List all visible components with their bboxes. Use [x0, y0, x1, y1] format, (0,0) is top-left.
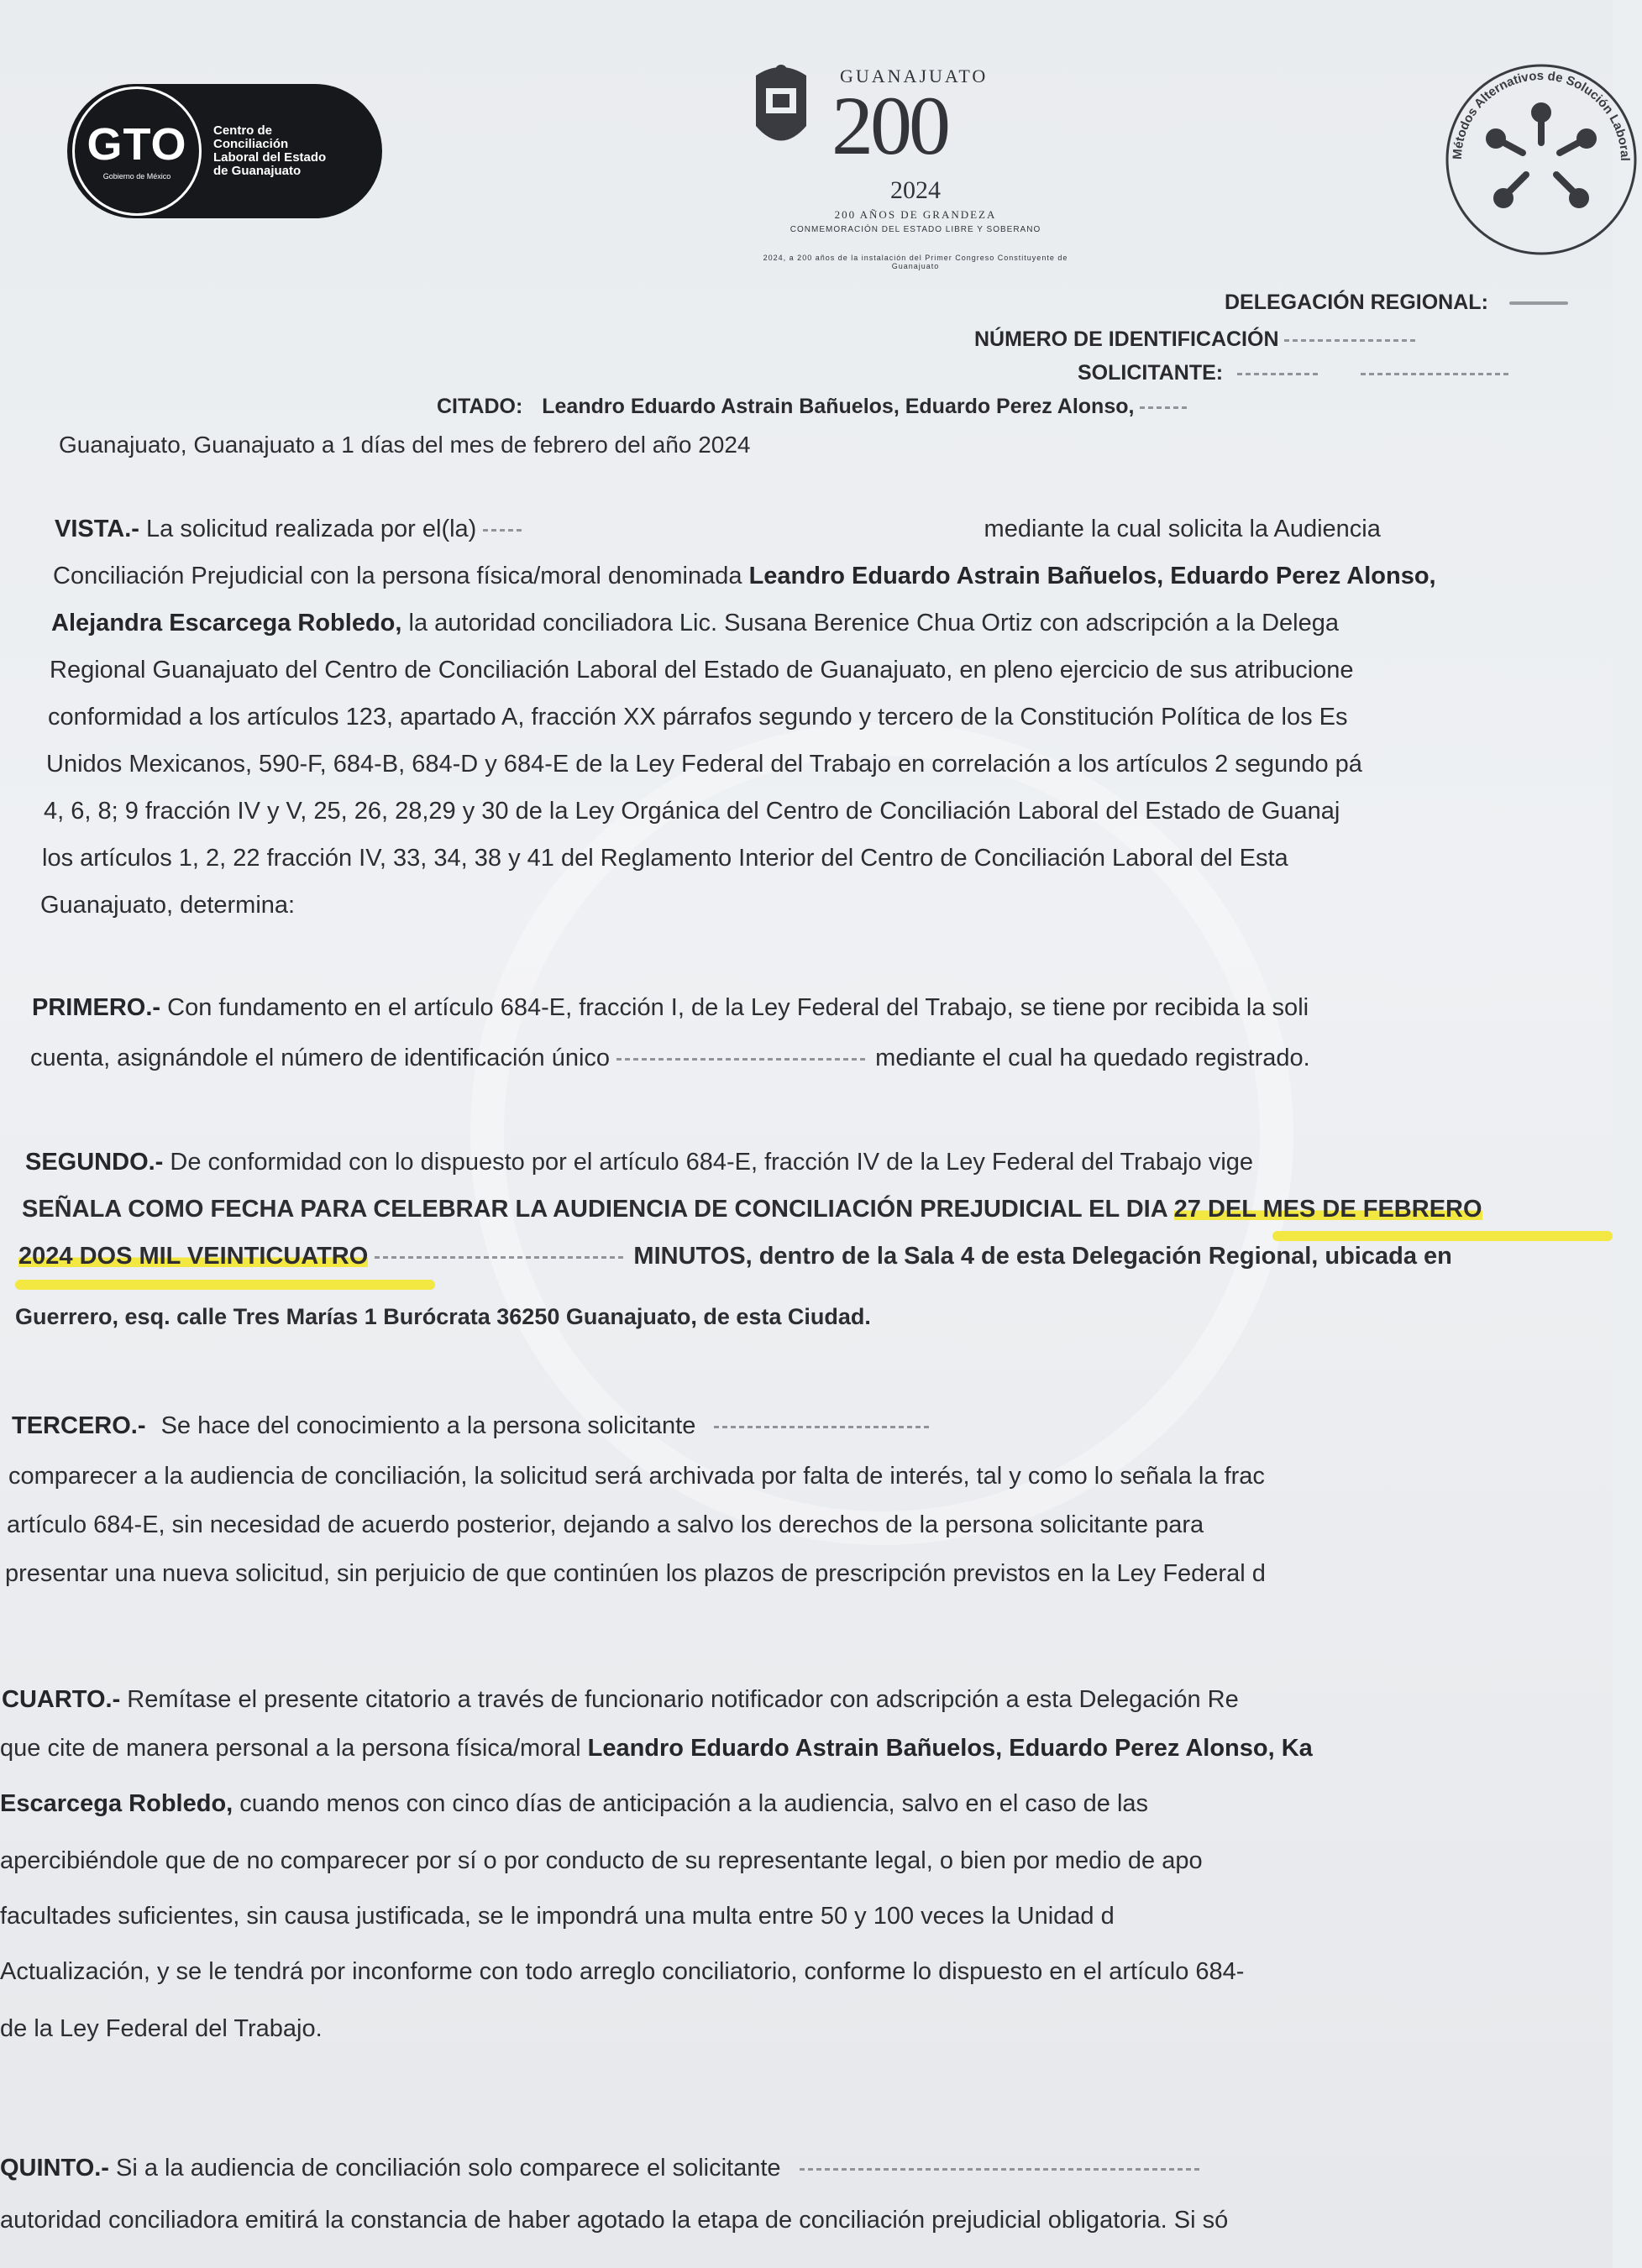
guanajuato-200-seal	[739, 59, 1092, 277]
redacted-solicitante	[800, 2168, 1203, 2171]
segundo-line-2	[22, 1186, 1482, 1233]
highlight-mark	[15, 1280, 435, 1290]
redacted-solicitante	[483, 529, 525, 532]
cuarto-line-7: de la Ley Federal del Trabajo.	[0, 2015, 323, 2042]
document-date: Guanajuato, Guanajuato a 1 días del mes de febrero del año 2024	[59, 432, 751, 458]
cuarto-text: cuando menos con cinco días de anticipación a la audiencia, salvo en el caso de las	[239, 1790, 1149, 1817]
cuarto-line-3	[0, 1780, 1148, 1827]
redacted-number	[1284, 339, 1419, 342]
redacted-time	[375, 1256, 627, 1259]
gto-mark-sub: Gobierno de México	[102, 172, 171, 181]
gto-logo	[67, 84, 382, 218]
cuarto-text: Remítase el presente citatorio a través de funcionario notificador con adscripción a esta Delegación Re	[127, 1686, 1239, 1713]
segundo-text-bold: SEÑALA COMO FECHA PARA CELEBRAR LA AUDIENCIA DE CONCILIACIÓN PREJUDICIAL EL DIA	[22, 1196, 1167, 1223]
redacted-solicitante	[1237, 373, 1321, 375]
cuarto-text: que cite de manera personal a la persona física/moral	[0, 1735, 581, 1762]
cuarto-line-2	[0, 1725, 1313, 1772]
tercero-line-3: artículo 684-E, sin necesidad de acuerdo posterior, dejando a salvo los derechos de la persona solicitante para	[7, 1511, 1204, 1538]
masc-seal-icon	[1440, 59, 1642, 260]
redacted-solicitante	[714, 1426, 932, 1428]
cuarto-line-4: apercibiéndole que de no comparecer por sí o por conducto de su representante legal, o bien por medio de apo	[0, 1847, 1203, 1874]
cuarto-line-1	[2, 1676, 1239, 1723]
redacted-id	[616, 1058, 868, 1061]
cuarto-label: CUARTO.-	[2, 1686, 121, 1713]
vista-text: La solicitud realizada por el(la)	[146, 516, 477, 542]
vista-label: VISTA.-	[55, 516, 139, 542]
primero-label: PRIMERO.-	[32, 994, 161, 1021]
segundo-line-4: Guerrero, esq. calle Tres Marías 1 Burócrata 36250 Guanajuato, de esta Ciudad.	[15, 1304, 871, 1329]
seal-line1: 200 AÑOS DE GRANDEZA	[834, 208, 997, 221]
segundo-text: De conformidad con lo dispuesto por el artículo 684-E, fracción IV de la Ley Federal del Trabajo vige	[170, 1149, 1254, 1176]
vista-line-6: Unidos Mexicanos, 590-F, 684-B, 684-D y 684-E de la Ley Federal del Trabajo en correlación a los artículos 2 segundo pá	[46, 751, 1362, 778]
gto-mark	[72, 86, 202, 216]
vista-line-8: los artículos 1, 2, 22 fracción IV, 33, 34, 38 y 41 del Reglamento Interior del Centro de Conciliación Laboral del Esta	[42, 845, 1288, 872]
seal-number: 200	[831, 79, 947, 172]
vista-text: la autoridad conciliadora Lic. Susana Berenice Chua Ortiz con adscripción a la Delega	[408, 610, 1339, 636]
vista-line-5: conformidad a los artículos 123, apartado A, fracción XX párrafos segundo y tercero de la Constitución Política de los Es	[48, 704, 1348, 731]
cuarto-line-6: Actualización, y se le tendrá por inconforme con todo arreglo conciliatorio, conforme lo dispuesto en el artículo 684-	[0, 1958, 1245, 1985]
vista-line-1	[55, 505, 1381, 553]
primero-text: mediante el cual ha quedado registrado.	[875, 1045, 1310, 1071]
quinto-line-2: autoridad conciliadora emitirá la constancia de haber agotado la etapa de conciliación prejudicial obligatoria. Si só	[0, 2207, 1229, 2234]
masc-seal-text: Métodos Alternativos de Solución Laboral	[1450, 68, 1633, 161]
numero-label: NÚMERO DE IDENTIFICACIÓN	[974, 327, 1279, 351]
citado-names-bold: Leandro Eduardo Astrain Bañuelos, Eduardo Perez Alonso, Ka	[587, 1735, 1313, 1762]
seal-state: GUANAJUATO	[840, 65, 989, 86]
gto-mark-text: GTO	[87, 119, 187, 170]
tercero-line-1	[12, 1402, 932, 1449]
delegacion-line	[1225, 291, 1568, 315]
delegacion-label: DELEGACIÓN REGIONAL:	[1225, 291, 1488, 314]
primero-text: cuenta, asignándole el número de identificación único	[30, 1045, 611, 1071]
tercero-line-2: comparecer a la audiencia de conciliación, la solicitud será archivada por falta de interés, tal y como lo señala la frac	[8, 1463, 1265, 1490]
vista-line-3	[51, 600, 1339, 647]
quinto-text: Si a la audiencia de conciliación solo comparece el solicitante	[116, 2155, 781, 2182]
highlighted-date: 27 DEL MES DE FEBRERO	[1173, 1196, 1482, 1223]
redacted-scribble	[1361, 373, 1512, 375]
primero-line-2	[30, 1034, 1310, 1082]
citado-name-bold: Alejandra Escarcega Robledo,	[51, 610, 402, 636]
solicitante-line	[1078, 361, 1512, 385]
primero-text: Con fundamento en el artículo 684-E, fracción I, de la Ley Federal del Trabajo, se tiene por recibida la soli	[167, 994, 1309, 1021]
tercero-text: Se hace del conocimiento a la persona solicitante	[160, 1412, 696, 1439]
vista-line-7: 4, 6, 8; 9 fracción IV y V, 25, 26, 28,29 y 30 de la Ley Orgánica del Centro de Conciliación Laboral del Estado de Guanaj	[44, 798, 1340, 825]
quinto-label: QUINTO.-	[0, 2155, 109, 2182]
vista-line-9: Guanajuato, determina:	[40, 892, 296, 919]
citado-name-bold: Escarcega Robledo,	[0, 1790, 233, 1817]
coat-of-arms-icon	[748, 59, 815, 160]
seal-year: 2024	[890, 176, 941, 204]
vista-line-2	[53, 553, 1436, 600]
segundo-line-3	[18, 1233, 1452, 1280]
vista-text: mediante la cual solicita la Audiencia	[984, 516, 1381, 542]
redacted-scribble	[1509, 301, 1568, 305]
citado-names-bold: Leandro Eduardo Astrain Bañuelos, Eduardo Perez Alonso,	[748, 563, 1436, 589]
highlighted-year: 2024 DOS MIL VEINTICUATRO	[18, 1243, 369, 1270]
citado-label: CITADO:	[437, 395, 523, 418]
vista-text: Conciliación Prejudicial con la persona física/moral denominada	[53, 563, 742, 589]
citado-line	[437, 395, 1190, 419]
tercero-line-4: presentar una nueva solicitud, sin perjuicio de que continúen los plazos de prescripción previstos en la Ley Federal d	[5, 1560, 1266, 1587]
vista-line-4: Regional Guanajuato del Centro de Conciliación Laboral del Estado de Guanajuato, en pleno ejercicio de sus atribucione	[50, 657, 1354, 684]
quinto-line-1	[0, 2145, 1203, 2192]
redacted-name	[1140, 406, 1190, 409]
seal-line2: CONMEMORACIÓN DEL ESTADO LIBRE Y SOBERANO	[790, 225, 1041, 234]
numero-line	[974, 327, 1419, 352]
segundo-text-bold: MINUTOS, dentro de la Sala 4 de esta Delegación Regional, ubicada en	[633, 1243, 1452, 1270]
primero-line-1	[32, 984, 1309, 1031]
cuarto-line-5: facultades suficientes, sin causa justificada, se le impondrá una multa entre 50 y 100 veces la Unidad d	[0, 1903, 1115, 1930]
seal-line3: 2024, a 200 años de la instalación del Primer Congreso Constituyente de Guanajuato	[763, 254, 1068, 270]
citado-names: Leandro Eduardo Astrain Bañuelos, Eduardo Perez Alonso,	[542, 395, 1135, 418]
segundo-label: SEGUNDO.-	[25, 1149, 164, 1176]
solicitante-label: SOLICITANTE:	[1078, 361, 1224, 385]
ccl-logo-text: Centro de Conciliación Laboral del Estado de Guanajuato	[213, 123, 327, 178]
segundo-line-1	[25, 1139, 1253, 1186]
tercero-label: TERCERO.-	[12, 1412, 146, 1439]
